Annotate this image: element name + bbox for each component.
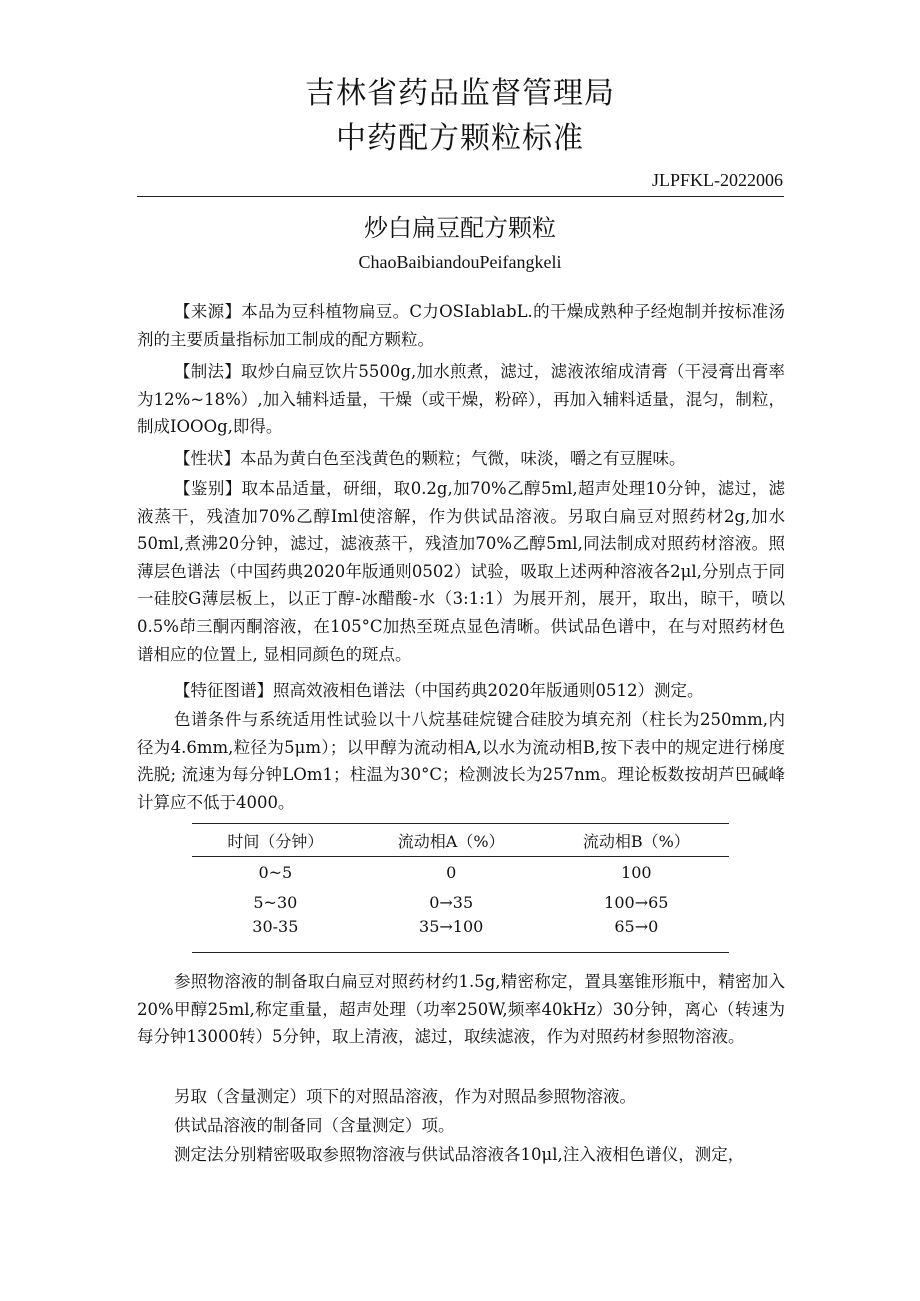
section-character: 【性状】本品为黄白色至浅黄色的颗粒；气微，味淡，嚼之有豆腥味。 [174, 449, 686, 468]
section-chromatography: 色谱条件与系统适用性试验以十八烷基硅烷键合硅胶为填充剂（柱长为250mm,内径为4.6mm,粒径为5μm）；以甲醇为流动相A,以水为流动相B,按下表中的规定进行梯度洗脱; 流速为每分钟LOm1；柱温为30°C；检测波长为257nm。理论板数按胡芦巴碱峰计算应不低于4000。 [137, 710, 785, 812]
section-fingerprint: 【特征图谱】照高效液相色谱法（中国药典2020年版通则0512）测定。 [174, 681, 704, 700]
table-row [192, 857, 729, 888]
header-divider [137, 196, 784, 197]
section-source: 【来源】本品为豆科植物扁豆。C力OSIablabL.的干燥成熟种子经炮制并按标准汤剂的主要质量指标加工制成的配方颗粒。 [137, 302, 785, 349]
table-row [192, 917, 729, 953]
table-cell: 100→65 [604, 892, 669, 912]
table-cell: 0 [446, 862, 457, 882]
table-cell: 35→100 [359, 917, 544, 953]
table-cell: 0~5 [258, 862, 293, 882]
table-cell: 30-35 [192, 917, 359, 953]
product-pinyin: ChaoBaibiandouPeifangkeli [358, 252, 562, 272]
authority-title: 吉林省药品监督管理局 [305, 76, 615, 111]
gradient-table [192, 823, 729, 953]
section-another: 另取（含量测定）项下的对照品溶液，作为对照品参照物溶液。 [174, 1087, 636, 1106]
table-header-row [192, 824, 729, 857]
table-header-cell: 流动相A（%） [359, 824, 544, 857]
section-determination: 测定法分别精密吸取参照物溶液与供试品溶液各10μl,注入液相色谱仪，测定， [174, 1145, 745, 1164]
standard-code: JLPFKL-2022006 [651, 170, 783, 190]
standard-title: 中药配方颗粒标准 [336, 121, 584, 156]
table-header-cell: 流动相B（%） [544, 824, 729, 857]
table-row [192, 887, 729, 917]
section-method: 【制法】取炒白扁豆饮片5500g,加水煎煮，滤过，滤液浓缩成清膏（干浸膏出膏率为12%~18%）,加入辅料适量，干燥（或干燥，粉碎），再加入辅料适量，混匀，制粒，制成IOOOg,即得。 [137, 362, 785, 437]
section-identification: 【鉴别】取本品适量，研细，取0.2g,加70%乙醇5ml,超声处理10分钟，滤过，滤液蒸干，残渣加70%乙醇Iml使溶解，作为供试品溶液。另取白扁豆对照药材2g,加水50ml,煮沸20分钟，滤过，滤液蒸干，残渣加70%乙醇5ml,同法制成对照药材溶液。照薄层色谱法（中国药典2020年版通则0502）试验，吸取上述两种溶液各2μl,分别点于同一硅胶G薄层板上，以正丁醇-冰醋酸-水（3:1:1）为展开剂，展开，取出，晾干，喷以0.5%茚三酮丙酮溶液，在105°C加热至斑点显色清晰。供试品色谱中，在与对照药材色谱相应的位置上, 显相同颜色的斑点。 [137, 479, 785, 664]
section-reference: 参照物溶液的制备取白扁豆对照药材约1.5g,精密称定，置具塞锥形瓶中，精密加入20%甲醇25ml,称定重量，超声处理（功率250W,频率40kHz）30分钟，离心（转速为每分钟13000转）5分钟，取上清液，滤过，取续滤液，作为对照药材参照物溶液。 [137, 972, 785, 1047]
table-cell: 65→0 [544, 917, 729, 953]
table-header-cell: 时间（分钟） [192, 824, 359, 857]
product-name: 炒白扁豆配方颗粒 [364, 214, 556, 242]
table-cell: 5~30 [253, 892, 298, 912]
section-test-solution: 供试品溶液的制备同（含量测定）项。 [174, 1116, 455, 1135]
table-cell: 100 [621, 862, 652, 882]
table-cell: 0→35 [429, 892, 474, 912]
